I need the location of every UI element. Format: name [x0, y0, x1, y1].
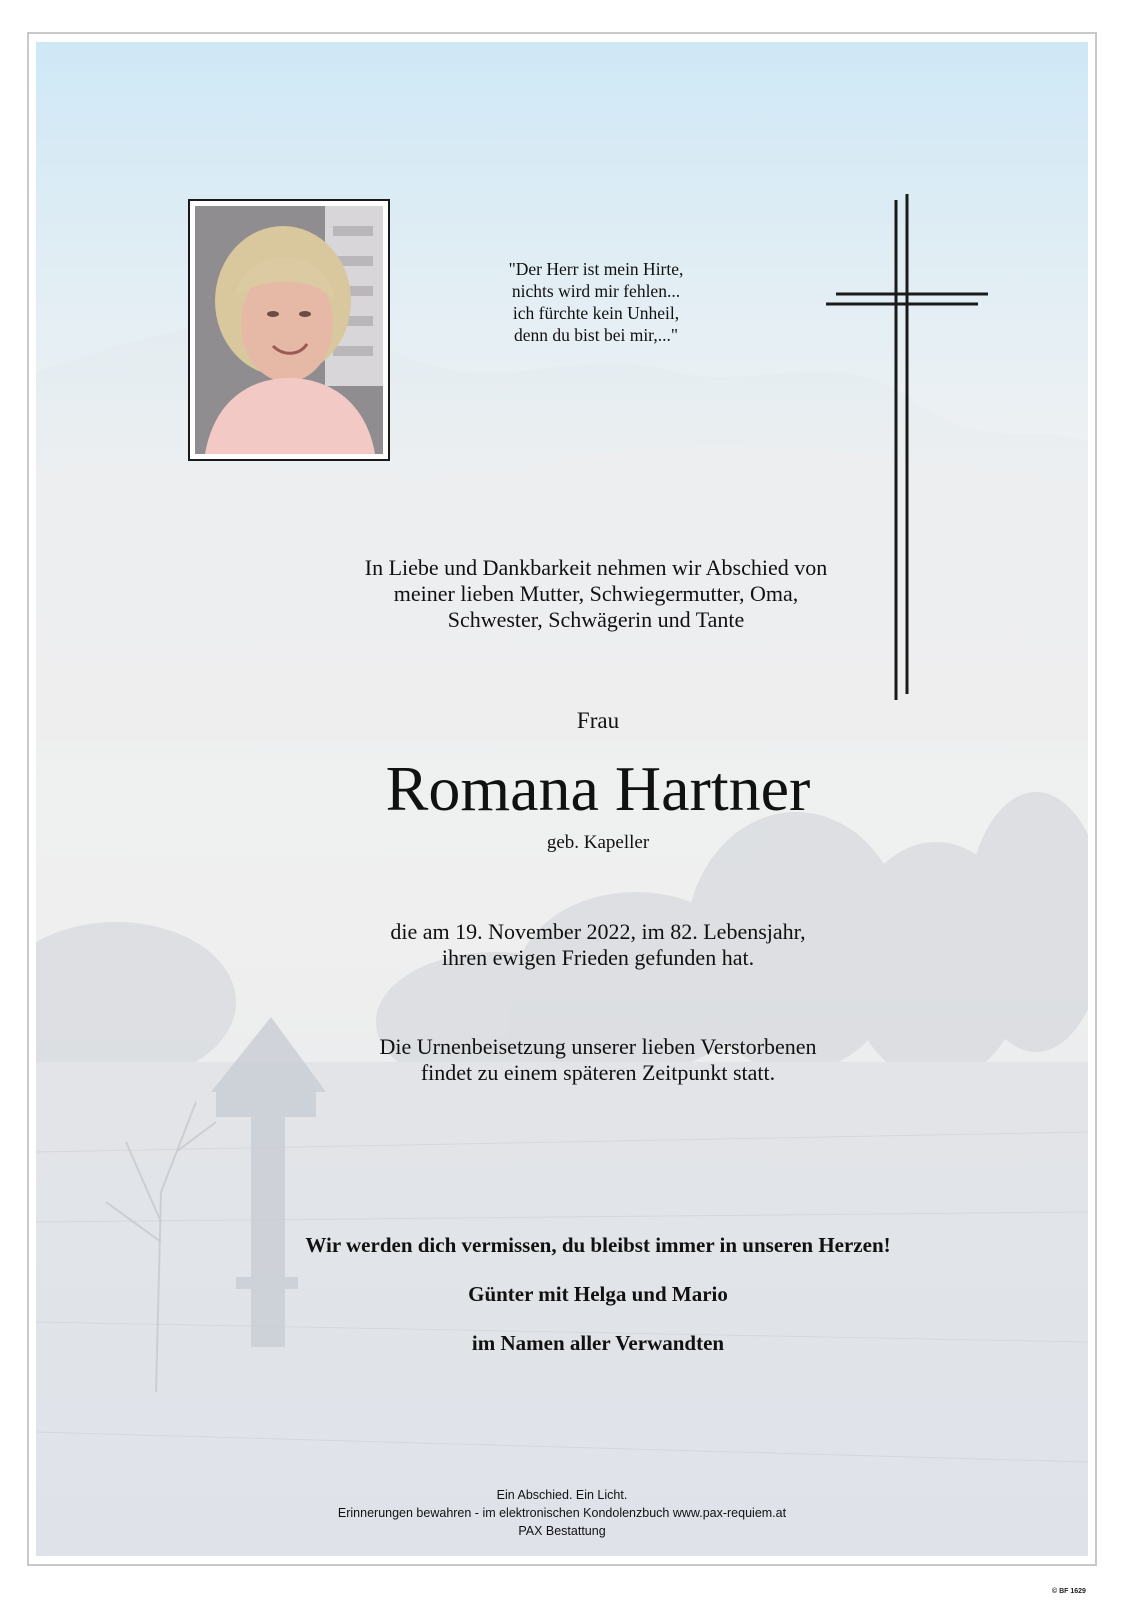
quote-line: denn du bist bei mir,...": [514, 325, 678, 345]
footer-tagline: Ein Abschied. Ein Licht.: [496, 1488, 628, 1502]
footer-company: PAX Bestattung: [518, 1524, 606, 1538]
quote-line: ich fürchte kein Unheil,: [512, 303, 680, 323]
death-notice: [296, 919, 900, 971]
death-line: die am 19. November 2022, im 82. Lebensjahr,: [390, 919, 806, 944]
honorific: Frau: [576, 708, 620, 733]
intro-line: meiner lieben Mutter, Schwiegermutter, Oma,: [393, 581, 799, 606]
death-line: ihren ewigen Frieden gefunden hat.: [441, 945, 755, 970]
quote-line: nichts wird mir fehlen...: [511, 281, 681, 301]
deceased-name: Romana Hartner: [385, 753, 811, 824]
intro-text: [296, 555, 896, 633]
intro-line: In Liebe und Dankbarkeit nehmen wir Abschied von: [364, 555, 828, 580]
burial-line: Die Urnenbeisetzung unserer lieben Verstorbenen: [379, 1034, 817, 1059]
intro-line: Schwester, Schwägerin und Tante: [447, 607, 745, 632]
maiden-name: geb. Kapeller: [546, 832, 650, 853]
burial-notice: [296, 1034, 900, 1086]
print-code: © BF 1629: [1052, 1588, 1086, 1595]
obituary-card: [36, 42, 1088, 1556]
footer: [262, 1486, 862, 1540]
farewell-message: Wir werden dich vermissen, du bleibst immer in unseren Herzen!: [305, 1233, 891, 1257]
burial-line: findet zu einem späteren Zeitpunkt statt.: [420, 1060, 776, 1085]
portrait-photo: [188, 199, 390, 461]
mourners-names: Günter mit Helga und Mario: [468, 1282, 728, 1306]
footer-condolence-link[interactable]: Erinnerungen bewahren - im elektronischen Kondolenzbuch www.pax-requiem.at: [337, 1506, 787, 1520]
quote-line: "Der Herr ist mein Hirte,: [508, 259, 684, 279]
relatives-note: im Namen aller Verwandten: [471, 1331, 725, 1355]
scripture-quote: [456, 258, 736, 346]
